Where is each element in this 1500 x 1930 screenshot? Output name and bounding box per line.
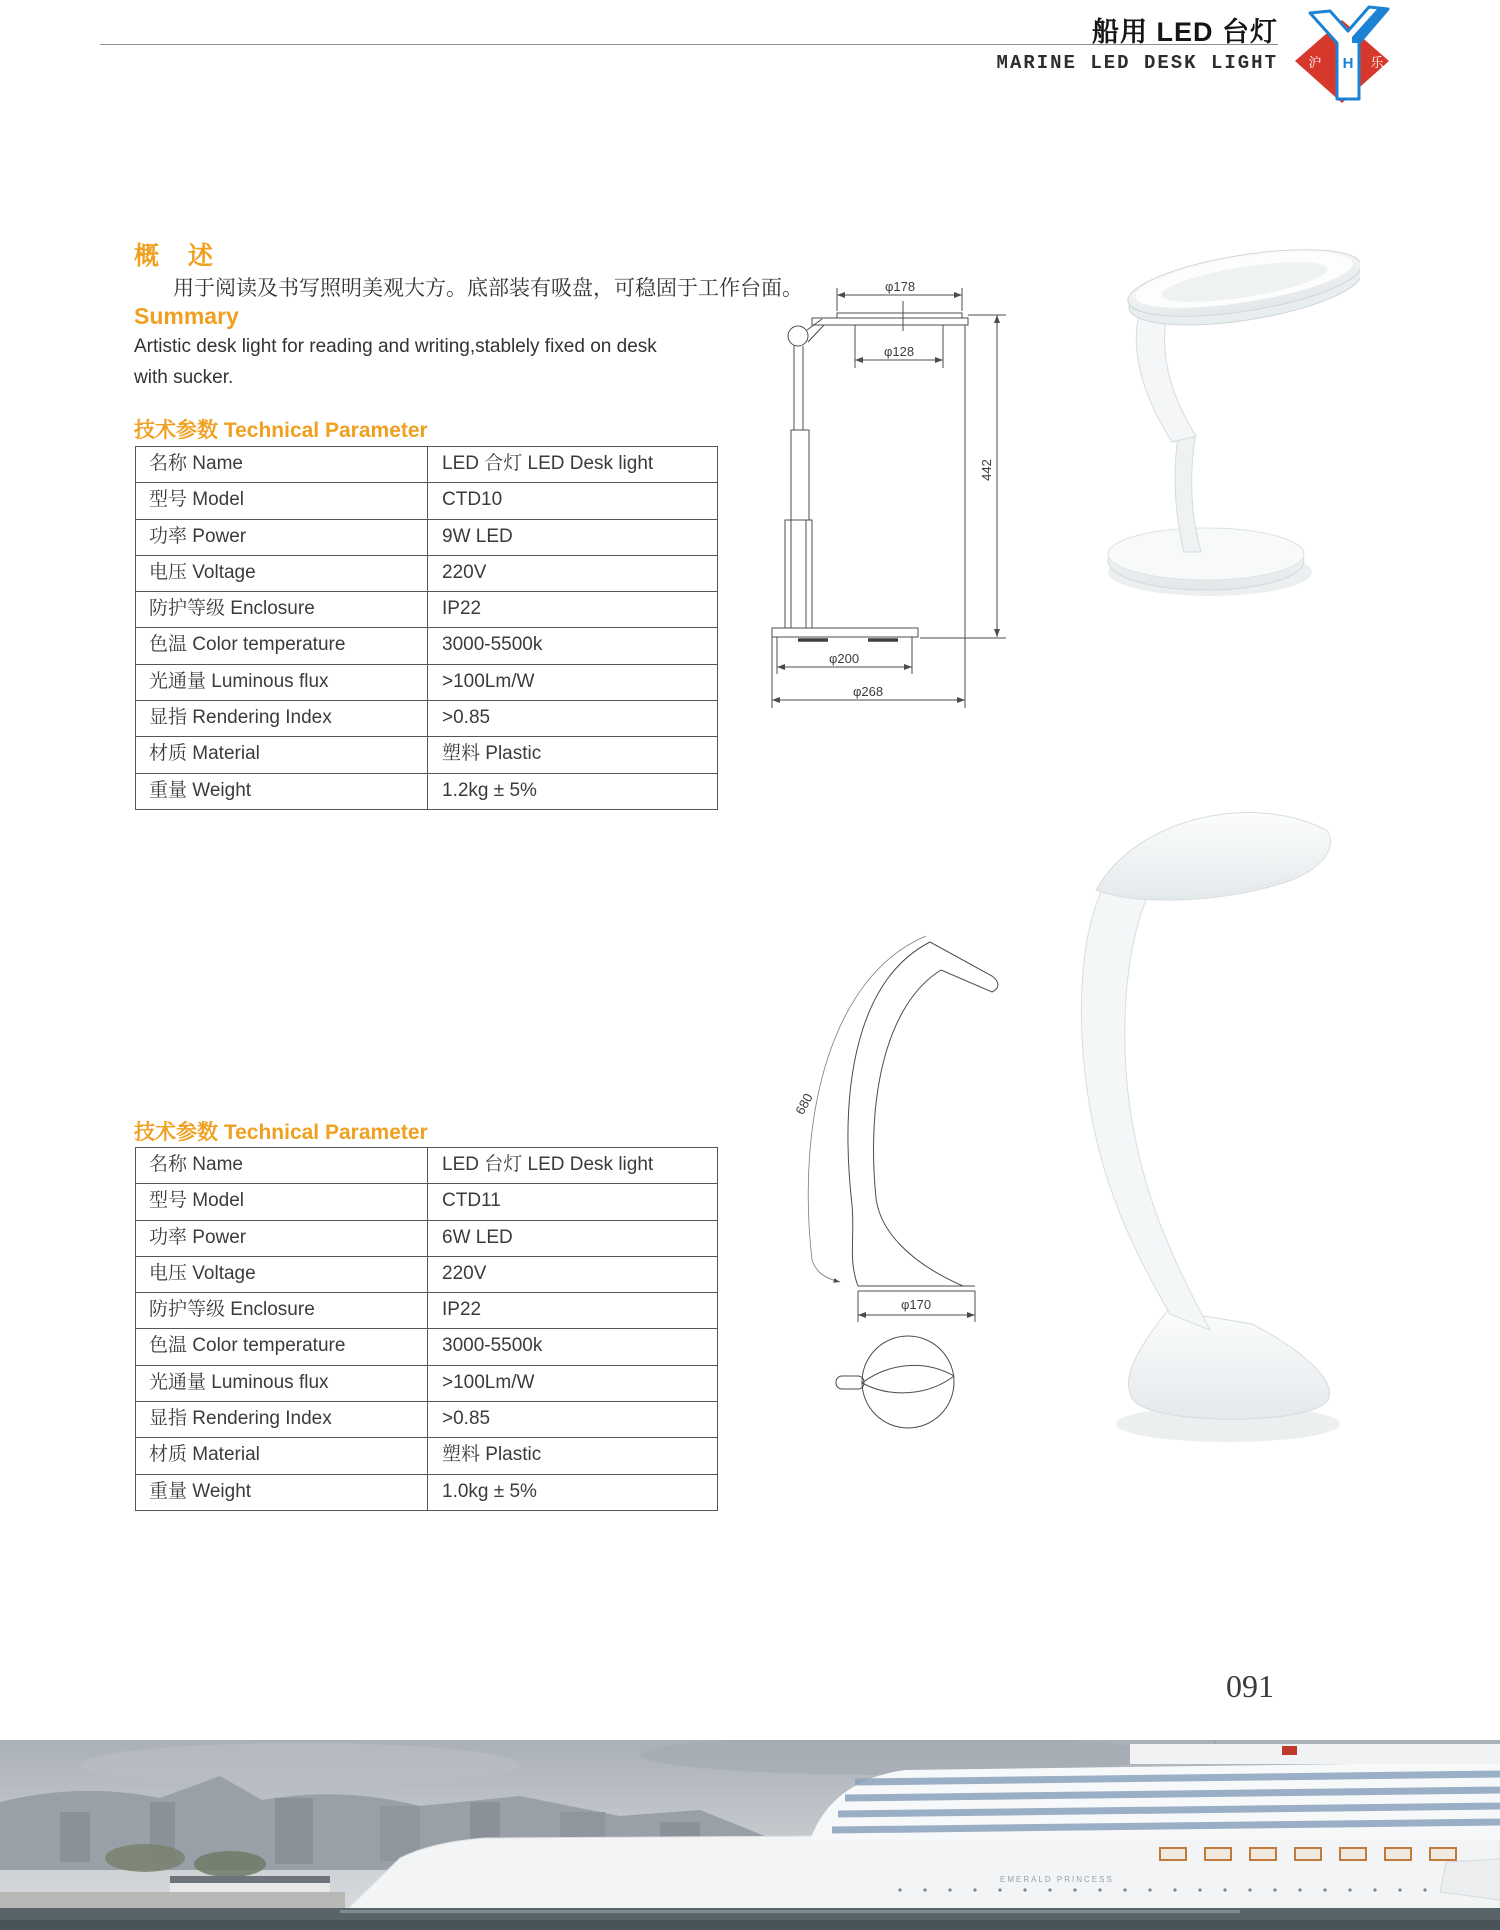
table-row [136, 1183, 717, 1219]
table-row [136, 627, 717, 663]
param-value: 1.2kg ± 5% [427, 774, 717, 809]
lamp2-neck [1081, 886, 1210, 1330]
param-label: 材质 Material [149, 1444, 260, 1466]
dim-label-phi170: φ170 [900, 1297, 932, 1312]
company-logo [1292, 4, 1392, 106]
technical-parameter-table-1 [135, 446, 718, 810]
param-value: 9W LED [427, 520, 717, 555]
section2-heading: 技术参数 Technical Parameter [134, 1121, 428, 1144]
dim-label-680: 680 [792, 1090, 816, 1117]
param-label: 显指 Rendering Index [149, 707, 332, 729]
param-value: LED 台灯 LED Desk light [427, 1148, 717, 1183]
param-label: 功率 Power [149, 1226, 247, 1248]
param-value: >100Lm/W [427, 665, 717, 700]
param-label: 型号 Model [149, 489, 245, 511]
param-value: 220V [427, 556, 717, 591]
dim-phi200 [777, 637, 912, 674]
dim-phi128 [855, 325, 943, 368]
param-value: 塑料 Plastic [427, 1438, 717, 1473]
param-label: 色温 Color temperature [149, 1335, 346, 1357]
param-label: 材质 Material [149, 743, 260, 765]
table-row [136, 700, 717, 736]
param-value: >0.85 [427, 1402, 717, 1437]
overview-body-en-line1: Artistic desk light for reading and writing,stablely fixed on desk [134, 336, 657, 357]
param-value: 塑料 Plastic [427, 737, 717, 772]
overview-body-en-line2: with sucker. [134, 367, 234, 388]
dim-label-phi128: φ128 [883, 344, 915, 359]
water-dark [0, 1920, 1500, 1930]
param-label: 防护等级 Enclosure [149, 598, 315, 620]
param-label: 重量 Weight [149, 779, 252, 801]
lamp2-top-view [836, 1336, 954, 1428]
ship-top-deck [1130, 1744, 1500, 1764]
param-value: 6W LED [427, 1221, 717, 1256]
param-label: 光通量 Luminous flux [149, 1371, 329, 1393]
water-reflection [340, 1910, 1240, 1913]
technical-drawing-ctd11 [778, 930, 1008, 1450]
dim-phi178 [837, 279, 962, 311]
param-value: CTD10 [427, 483, 717, 518]
param-label: 色温 Color temperature [149, 634, 346, 656]
logo-char-left: 沪 [1308, 55, 1322, 70]
logo-char-right: 乐 [1370, 55, 1384, 70]
product-photo-ctd10 [1060, 228, 1360, 618]
table-row [136, 1292, 717, 1328]
param-value: CTD11 [427, 1184, 717, 1219]
param-label: 电压 Voltage [149, 561, 256, 583]
param-value: IP22 [427, 592, 717, 627]
lamp1-base-top [1108, 528, 1304, 580]
param-label: 名称 Name [149, 453, 243, 474]
table-row [136, 1401, 717, 1437]
dim-442 [920, 315, 1006, 638]
table-row [136, 664, 717, 700]
ship-lifeboats [1160, 1848, 1456, 1860]
overview-heading-cn: 概 述 [134, 242, 216, 270]
table-row [136, 1474, 717, 1510]
table-row [136, 1365, 717, 1401]
dim-label-phi178: φ178 [884, 279, 916, 294]
param-label: 功率 Power [149, 525, 247, 547]
dim-label-phi200: φ200 [828, 651, 860, 666]
page-number: 091 [1226, 1668, 1274, 1704]
table-row [136, 447, 717, 482]
table-row [136, 482, 717, 518]
table-row [136, 736, 717, 772]
overview-body-cn: 用于阅读及书写照明美观大方。底部装有吸盘，可稳固于工作台面。 [173, 277, 803, 300]
lamp2-foot [1128, 1310, 1329, 1419]
param-label: 防护等级 Enclosure [149, 1299, 315, 1321]
param-value: 220V [427, 1257, 717, 1292]
param-value: >100Lm/W [427, 1366, 717, 1401]
ship-flag [1282, 1746, 1297, 1755]
page-title-cn: 船用 LED 台灯 [1091, 17, 1278, 47]
dim-label-442: 442 [979, 459, 994, 481]
lamp-base [772, 628, 918, 640]
param-value: 1.0kg ± 5% [427, 1475, 717, 1510]
technical-parameter-table-2 [135, 1147, 718, 1511]
param-value: 3000-5500k [427, 628, 717, 663]
table-row [136, 1437, 717, 1473]
dim-phi268 [772, 325, 965, 708]
header-divider [100, 44, 1278, 45]
param-label: 重量 Weight [149, 1480, 252, 1502]
lamp2-side-outline [848, 942, 998, 1291]
page-title-en: MARINE LED DESK LIGHT [996, 52, 1278, 74]
table-row [136, 1220, 717, 1256]
cloud [80, 1743, 520, 1787]
param-label: 光通量 Luminous flux [149, 670, 329, 692]
technical-drawing-ctd10 [760, 268, 1010, 718]
table-row [136, 519, 717, 555]
ship-name: EMERALD PRINCESS [1000, 1875, 1114, 1884]
lamp2-head [1096, 813, 1331, 900]
table-row [136, 1256, 717, 1292]
overview-heading-en: Summary [134, 303, 239, 329]
param-value: 3000-5500k [427, 1329, 717, 1364]
param-label: 显指 Rendering Index [149, 1408, 332, 1430]
param-value: >0.85 [427, 701, 717, 736]
dim-phi170 [858, 1291, 975, 1322]
param-label: 名称 Name [149, 1154, 243, 1175]
footer-ship-photo [0, 1740, 1500, 1930]
section1-heading: 技术参数 Technical Parameter [134, 419, 428, 442]
lamp-head [812, 301, 968, 331]
param-value: LED 合灯 LED Desk light [427, 447, 717, 482]
param-label: 电压 Voltage [149, 1262, 256, 1284]
logo-char-center: H [1342, 55, 1354, 72]
table-row [136, 591, 717, 627]
table-row [136, 1328, 717, 1364]
dim-680-curve [792, 936, 926, 1282]
product-photo-ctd11 [1040, 790, 1340, 1450]
param-label: 型号 Model [149, 1190, 245, 1212]
table-row [136, 555, 717, 591]
lamp-arm [785, 319, 824, 628]
lamp1-head [1124, 237, 1360, 338]
param-value: IP22 [427, 1293, 717, 1328]
table-row [136, 773, 717, 809]
dim-label-phi268: φ268 [852, 684, 884, 699]
table-row [136, 1148, 717, 1183]
